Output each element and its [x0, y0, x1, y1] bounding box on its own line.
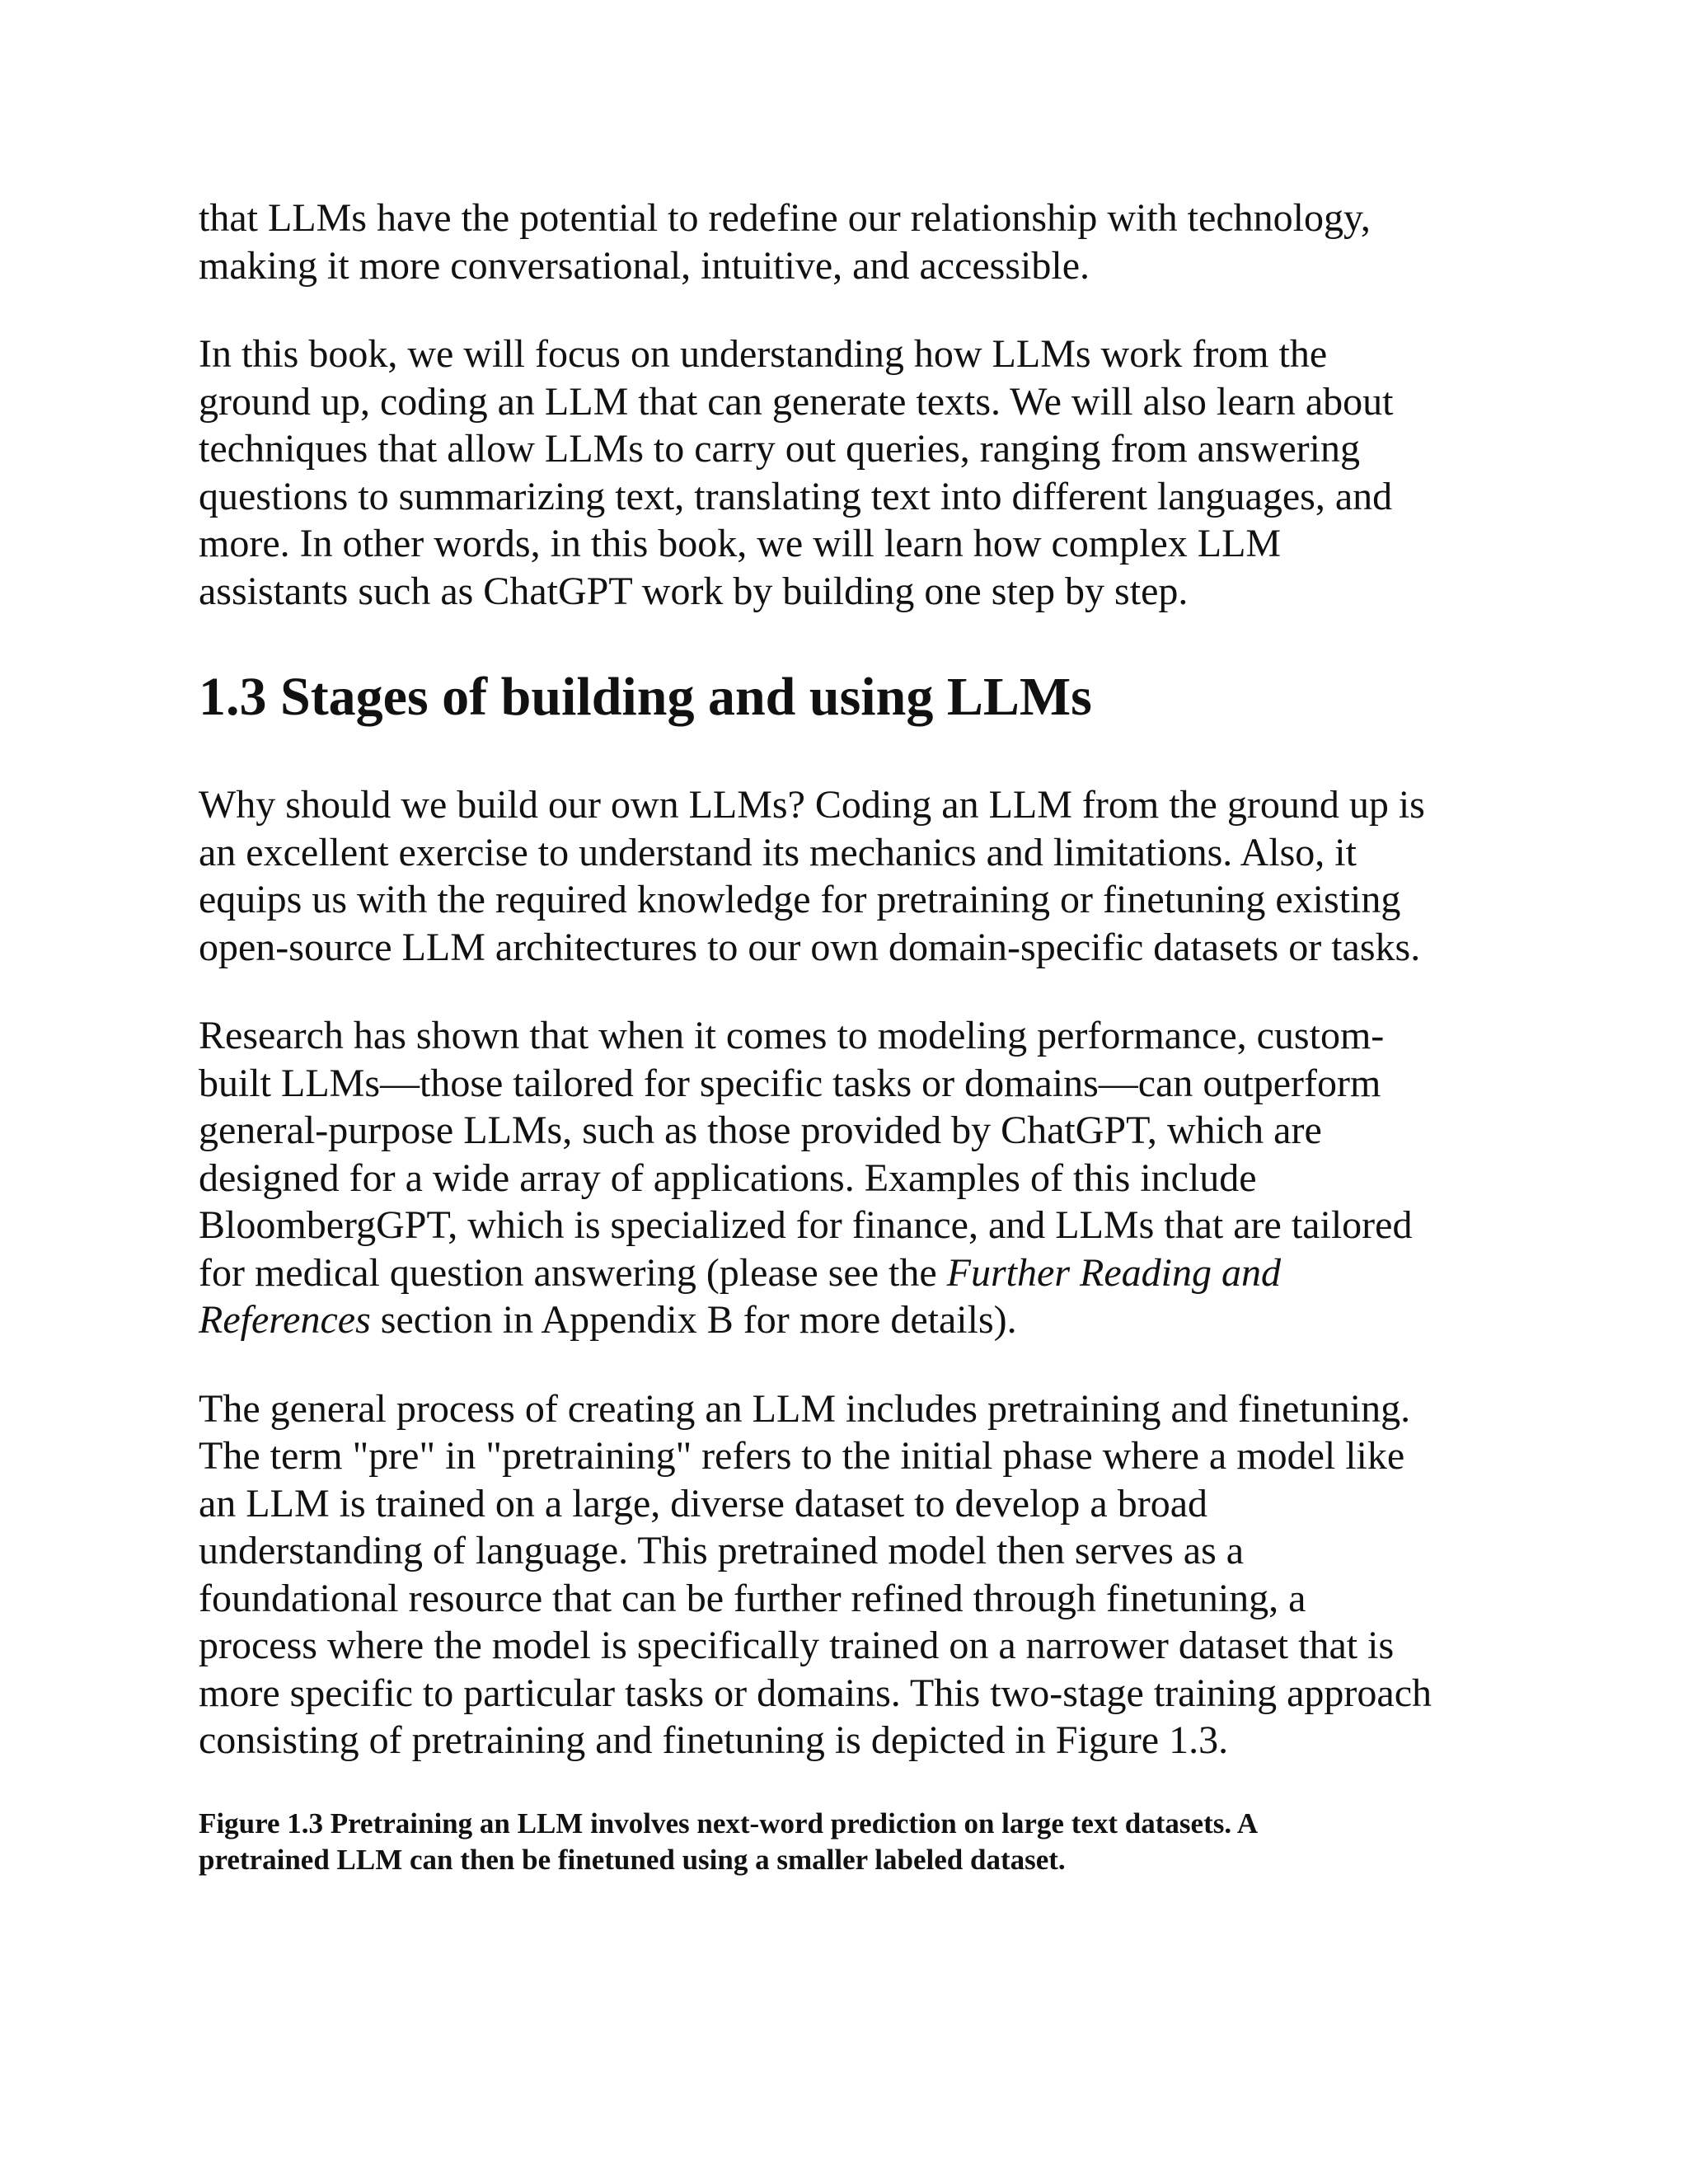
text-line: BloombergGPT, which is specialized for finance, and LLMs that are tailored [199, 1203, 1413, 1247]
text-line: an LLM is trained on a large, diverse dataset to develop a broad [199, 1481, 1208, 1526]
text-line: In this book, we will focus on understanding how LLMs work from the [199, 332, 1328, 376]
paragraph-why-build [199, 781, 1523, 971]
text-line: consisting of pretraining and finetuning is depicted in Figure 1.3. [199, 1718, 1229, 1762]
text-line: process where the model is specifically trained on a narrower dataset that is [199, 1624, 1395, 1667]
text-line: understanding of language. This pretrained model then serves as a [199, 1529, 1245, 1572]
text-line: assistants such as ChatGPT work by building one step by step. [199, 569, 1189, 613]
text-line: Why should we build our own LLMs? Coding an LLM from the ground up is [199, 783, 1425, 827]
book-reference-italic: Further Reading and [946, 1250, 1281, 1295]
text-line: general-purpose LLMs, such as those provided by ChatGPT, which are [199, 1108, 1322, 1152]
text-line: techniques that allow LLMs to carry out queries, ranging from answering [199, 427, 1360, 471]
text-line: making it more conversational, intuitive, and accessible. [199, 243, 1090, 288]
text-line: more specific to particular tasks or domains. This two-stage training approach [199, 1671, 1432, 1715]
text-line: questions to summarizing text, translating text into different languages, and [199, 474, 1393, 518]
paragraph-book-focus [199, 330, 1523, 615]
text-line: ground up, coding an LLM that can generate texts. We will also learn about [199, 379, 1394, 424]
text-line: built LLMs—those tailored for specific tasks or domains—can outperform [199, 1061, 1381, 1105]
text-line: foundational resource that can be further refined through finetuning, a [199, 1576, 1306, 1620]
section-heading: 1.3 Stages of building and using LLMs [199, 667, 1092, 727]
text-segment: section in Appendix B for more details). [370, 1298, 1017, 1342]
text-line: more. In other words, in this book, we will learn how complex LLM [199, 522, 1282, 565]
text-line: designed for a wide array of applications. Examples of this include [199, 1155, 1257, 1200]
text-line: an excellent exercise to understand its mechanics and limitations. Also, it [199, 830, 1357, 874]
text-line [199, 1249, 1523, 1297]
paragraph-research [199, 1012, 1523, 1344]
text-line: The term "pre" in "pretraining" refers to the initial phase where a model like [199, 1434, 1405, 1478]
text-line: Research has shown that when it comes to modeling performance, custom- [199, 1014, 1385, 1057]
text-line: open-source LLM architectures to our own domain-specific datasets or tasks. [199, 925, 1421, 969]
text-line: The general process of creating an LLM includes pretraining and finetuning. [199, 1386, 1411, 1431]
text-line: that LLMs have the potential to redefine our relationship with technology, [199, 196, 1371, 240]
paragraph-intro-continuation [199, 194, 1523, 289]
caption-line: Figure 1.3 Pretraining an LLM involves next-word prediction on large text datasets. A [199, 1807, 1259, 1840]
text-line: equips us with the required knowledge for pretraining or finetuning existing [199, 878, 1401, 921]
text-segment: for medical question answering (please see the [199, 1250, 947, 1295]
book-reference-italic: References [199, 1298, 371, 1342]
caption-line: pretrained LLM can then be finetuned using a smaller labeled dataset. [199, 1843, 1066, 1876]
text-line [199, 1296, 1523, 1344]
figure-caption [199, 1806, 1523, 1878]
paragraph-general-process [199, 1385, 1523, 1765]
